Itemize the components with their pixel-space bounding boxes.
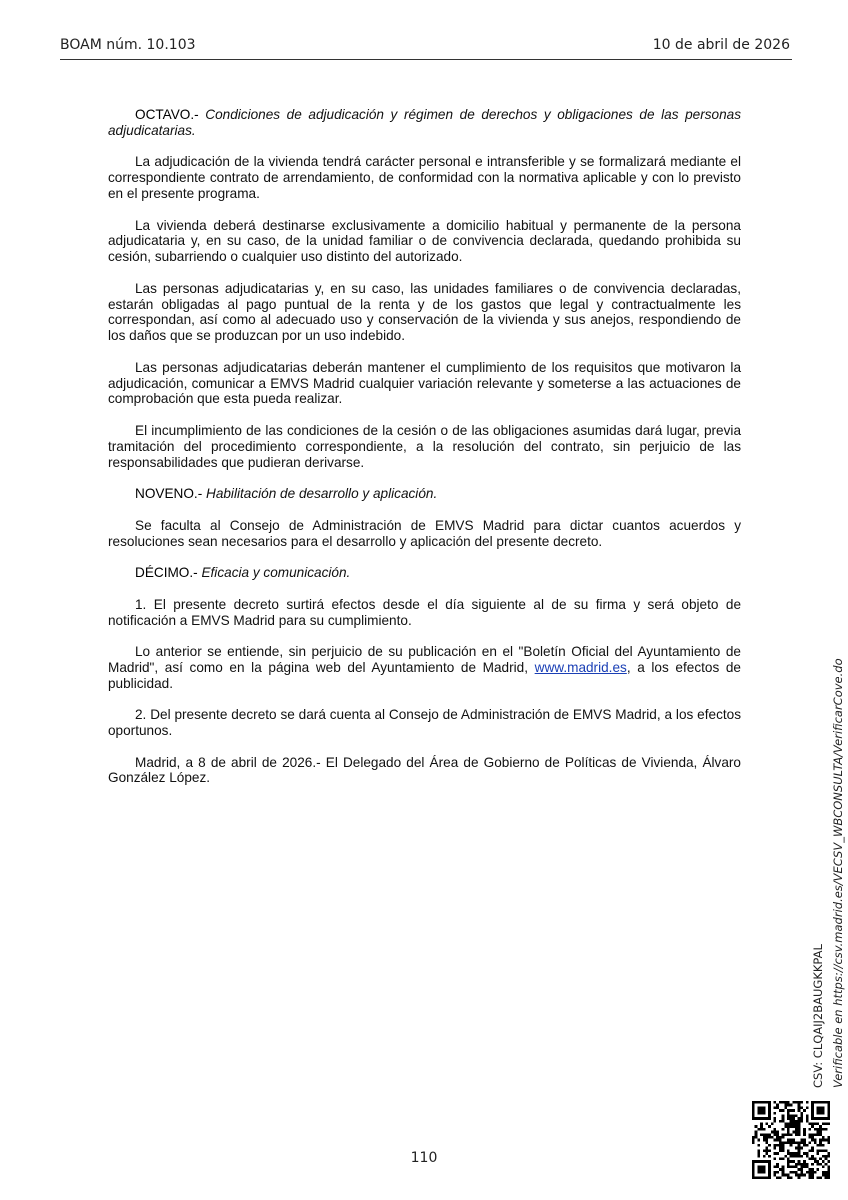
section-octavo-heading [108,107,741,139]
paragraph: Se faculta al Consejo de Administración de EMVS Madrid para dictar cuantos acuerdos y resoluciones sean necesarios para el desarrollo y aplicación del presente decreto. [108,517,741,549]
paragraph: La vivienda deberá destinarse exclusivamente a domicilio habitual y permanente de la persona adjudicataria y, en su caso, de la unidad familiar o de convivencia declarada, quedando prohibida su cesión, subarriendo o cualquier uso distinto del autorizado. [108,217,741,265]
section-noveno-heading [108,486,741,502]
paragraph: 1. El presente decreto surtirá efectos desde el día siguiente al de su firma y será objeto de notificación a EMVS Madrid para su cumplimiento. [108,596,741,628]
qr-code-icon [752,1101,830,1179]
paragraph-text: Lo anterior se entiende, sin perjuicio de su publicación en el "Boletín Oficial del Ayuntamiento de Madrid", así como en la página web del Ayuntamiento de Madrid, [108,644,741,675]
section-decimo-heading [108,565,741,581]
paragraph: Las personas adjudicatarias deberán mantener el cumplimiento de los requisitos que motivaron la adjudicación, comunicar a EMVS Madrid cualquier variación relevante y someterse a las actuaciones de comprobación que esta pueda realizar. [108,359,741,407]
verification-url: Verificable en https://csv.madrid.es/VECSV_WBCONSULTA/VerificarCove.do [831,658,845,1088]
header-divider [60,59,792,60]
bulletin-number: BOAM núm. 10.103 [60,37,196,53]
document-body [108,107,741,802]
madrid-website-link[interactable]: www.madrid.es [534,659,627,675]
paragraph: La adjudicación de la vivienda tendrá carácter personal e intransferible y se formalizará mediante el correspondiente contrato de arrendamiento, de conformidad con la normativa aplicable y con lo previsto en el presente programa. [108,154,741,201]
section-title: Eficacia y comunicación. [201,565,351,581]
verification-text [808,658,848,1088]
csv-code: CSV: CLQAIJ2BAUGKKPAL [811,944,825,1088]
bulletin-date: 10 de abril de 2026 [652,37,790,53]
page-header [60,35,790,59]
page-number: 110 [410,1150,438,1166]
paragraph-publication [108,644,741,691]
section-title: Condiciones de adjudicación y régimen de derechos y obligaciones de las personas adjudicatarias. [108,107,741,138]
paragraph: Las personas adjudicatarias y, en su caso, las unidades familiares o de convivencia declaradas, estarán obligadas al pago puntual de la renta y de los gastos que legal y contractualmente les correspondan, así como al adecuado uso y conservación de la vivienda y sus anejos, respondiendo de los daños que se produzcan por un uso indebido. [108,280,741,344]
paragraph-text: , a los efectos de publicidad. [108,659,741,691]
section-label: OCTAVO.- [135,107,199,122]
paragraph: El incumplimiento de las condiciones de la cesión o de las obligaciones asumidas dará lugar, previa tramitación del procedimiento correspondiente, a la resolución del contrato, sin perjuicio de las responsabilidades que pudieran derivarse. [108,422,741,470]
section-title: Habilitación de desarrollo y aplicación. [206,486,438,502]
signature-paragraph: Madrid, a 8 de abril de 2026.- El Delegado del Área de Gobierno de Políticas de Vivienda, Álvaro González López. [108,754,741,786]
paragraph: 2. Del presente decreto se dará cuenta al Consejo de Administración de EMVS Madrid, a los efectos oportunos. [108,707,741,739]
section-label: DÉCIMO.- [135,565,198,581]
section-label: NOVENO.- [135,486,203,502]
